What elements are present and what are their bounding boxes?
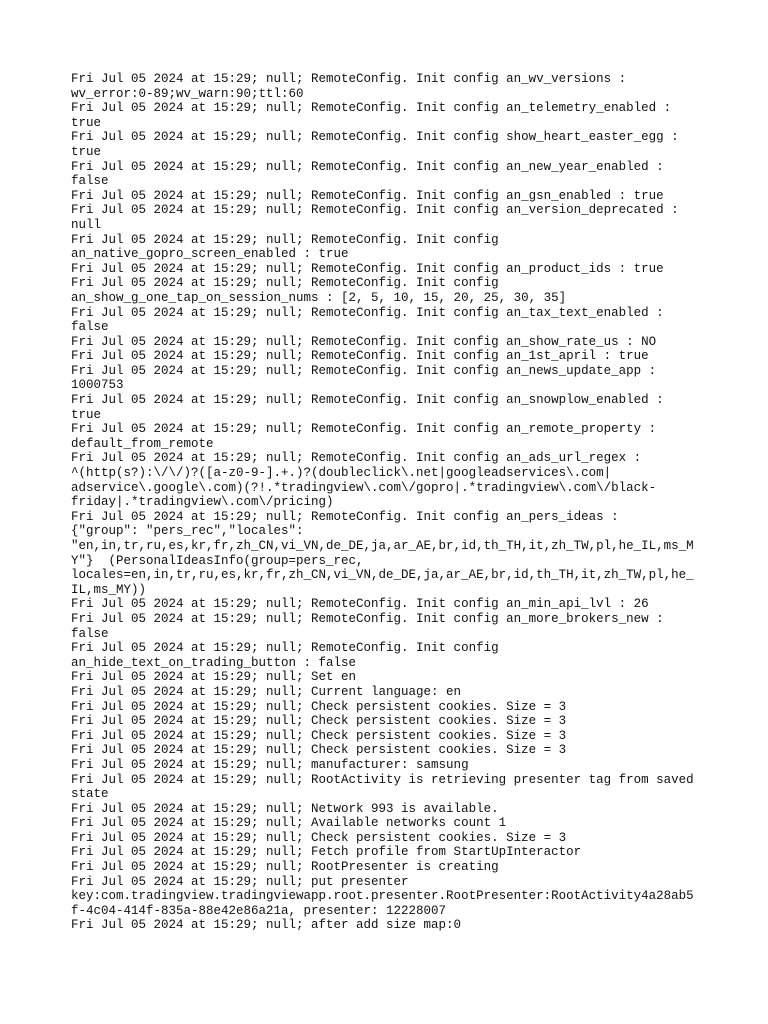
log-line: 1000753 bbox=[71, 378, 124, 393]
log-line: Fri Jul 05 2024 at 15:29; null; RemoteConfig. Init config an_gsn_enabled : true bbox=[71, 188, 664, 203]
log-line: false bbox=[71, 320, 109, 335]
log-line: an_show_g_one_tap_on_session_nums : [2, 5, 10, 15, 20, 25, 30, 35] bbox=[71, 290, 567, 305]
log-line: Fri Jul 05 2024 at 15:29; null; RemoteConfig. Init config an_news_update_app : bbox=[71, 363, 657, 378]
log-line: wv_error:0-89;wv_warn:90;ttl:60 bbox=[71, 86, 304, 101]
log-line: Fri Jul 05 2024 at 15:29; null; RemoteConfig. Init config an_product_ids : true bbox=[71, 261, 664, 276]
log-line: Fri Jul 05 2024 at 15:29; null; Set en bbox=[71, 670, 357, 685]
log-line: Fri Jul 05 2024 at 15:29; null; Check persistent cookies. Size = 3 bbox=[71, 714, 567, 729]
log-line: locales=en,in,tr,ru,es,kr,fr,zh_CN,vi_VN,de_DE,ja,ar_AE,br,id,th_TH,it,zh_TW,pl,he_ bbox=[71, 568, 694, 583]
log-line: Fri Jul 05 2024 at 15:29; null; RemoteConfig. Init config show_heart_easter_egg : bbox=[71, 130, 679, 145]
log-line: Fri Jul 05 2024 at 15:29; null; RootActivity is retrieving presenter tag from saved bbox=[71, 772, 694, 787]
log-line: Fri Jul 05 2024 at 15:29; null; Check persistent cookies. Size = 3 bbox=[71, 830, 567, 845]
log-line: Fri Jul 05 2024 at 15:29; null; RemoteConfig. Init config an_remote_property : bbox=[71, 422, 657, 437]
log-line: Fri Jul 05 2024 at 15:29; null; RemoteConfig. Init config an_snowplow_enabled : bbox=[71, 393, 664, 408]
log-line: adservice\.google\.com)(?!.*tradingview\.com\/gopro|.*tradingview\.com\/black- bbox=[71, 480, 657, 495]
log-line: true bbox=[71, 407, 102, 422]
log-line: an_native_gopro_screen_enabled : true bbox=[71, 247, 349, 262]
log-line: Fri Jul 05 2024 at 15:29; null; RemoteConfig. Init config an_1st_april : true bbox=[71, 349, 649, 364]
log-line: false bbox=[71, 626, 109, 641]
log-line: Fri Jul 05 2024 at 15:29; null; Network 993 is available. bbox=[71, 801, 499, 816]
log-line: IL,ms_MY)) bbox=[71, 582, 147, 597]
log-line: f-4c04-414f-835a-88e42e86a21a, presenter: 12228007 bbox=[71, 903, 447, 918]
log-line: Fri Jul 05 2024 at 15:29; null; Check persistent cookies. Size = 3 bbox=[71, 728, 567, 743]
log-line: Fri Jul 05 2024 at 15:29; null; Check persistent cookies. Size = 3 bbox=[71, 743, 567, 758]
log-line: Fri Jul 05 2024 at 15:29; null; RemoteConfig. Init config an_pers_ideas : bbox=[71, 509, 619, 524]
log-line: Fri Jul 05 2024 at 15:29; null; manufacturer: samsung bbox=[71, 757, 469, 772]
log-line: null bbox=[71, 217, 102, 232]
log-line: Fri Jul 05 2024 at 15:29; null; Current language: en bbox=[71, 684, 462, 699]
log-line: true bbox=[71, 115, 102, 130]
log-line: Fri Jul 05 2024 at 15:29; null; RemoteConfig. Init config an_version_deprecated : bbox=[71, 203, 679, 218]
log-line: Fri Jul 05 2024 at 15:29; null; RemoteConfig. Init config bbox=[71, 276, 499, 291]
log-line: Fri Jul 05 2024 at 15:29; null; RemoteConfig. Init config an_min_api_lvl : 26 bbox=[71, 597, 649, 612]
log-line: Fri Jul 05 2024 at 15:29; null; RemoteConfig. Init config an_more_brokers_new : bbox=[71, 611, 664, 626]
log-line: Fri Jul 05 2024 at 15:29; null; RemoteConfig. Init config an_ads_url_regex : bbox=[71, 451, 642, 466]
log-line: key:com.tradingview.tradingviewapp.root.presenter.RootPresenter:RootActivity4a28ab5 bbox=[71, 889, 694, 904]
log-line: Fri Jul 05 2024 at 15:29; null; RemoteConfig. Init config an_telemetry_enabled : bbox=[71, 101, 672, 116]
log-line: friday|.*tradingview\.com\/pricing) bbox=[71, 495, 334, 510]
log-line: Fri Jul 05 2024 at 15:29; null; put presenter bbox=[71, 874, 409, 889]
log-line: Fri Jul 05 2024 at 15:29; null; Check persistent cookies. Size = 3 bbox=[71, 699, 567, 714]
log-line: Y"} (PersonalIdeasInfo(group=pers_rec, bbox=[71, 553, 364, 568]
log-line: false bbox=[71, 174, 109, 189]
log-line: "en,in,tr,ru,es,kr,fr,zh_CN,vi_VN,de_DE,ja,ar_AE,br,id,th_TH,it,zh_TW,pl,he_IL,ms_M bbox=[71, 539, 694, 553]
log-line: an_hide_text_on_trading_button : false bbox=[71, 655, 357, 670]
log-line: state bbox=[71, 787, 109, 802]
log-line: Fri Jul 05 2024 at 15:29; null; RemoteConfig. Init config an_tax_text_enabled : bbox=[71, 305, 664, 320]
log-line: Fri Jul 05 2024 at 15:29; null; RemoteConfig. Init config an_new_year_enabled : bbox=[71, 159, 664, 174]
log-line: true bbox=[71, 144, 102, 159]
log-line: Fri Jul 05 2024 at 15:29; null; RootPresenter is creating bbox=[71, 860, 499, 875]
log-line: Fri Jul 05 2024 at 15:29; null; Fetch profile from StartUpInteractor bbox=[71, 845, 582, 860]
log-line: Fri Jul 05 2024 at 15:29; null; RemoteConfig. Init config an_wv_versions : bbox=[71, 72, 627, 86]
log-line: ^(http(s?):\/\/)?([a-z0-9-].+.)?(doubleclick\.net|googleadservices\.com| bbox=[71, 466, 612, 481]
log-line: Fri Jul 05 2024 at 15:29; null; after add size map:0 bbox=[71, 918, 462, 933]
log-text-block bbox=[71, 72, 711, 933]
log-line: Fri Jul 05 2024 at 15:29; null; Available networks count 1 bbox=[71, 816, 507, 831]
log-line: {"group": "pers_rec","locales": bbox=[71, 524, 304, 539]
log-line: Fri Jul 05 2024 at 15:29; null; RemoteConfig. Init config bbox=[71, 641, 499, 656]
log-line: Fri Jul 05 2024 at 15:29; null; RemoteConfig. Init config bbox=[71, 232, 499, 247]
log-line: Fri Jul 05 2024 at 15:29; null; RemoteConfig. Init config an_show_rate_us : NO bbox=[71, 334, 657, 349]
log-line: default_from_remote bbox=[71, 436, 214, 451]
